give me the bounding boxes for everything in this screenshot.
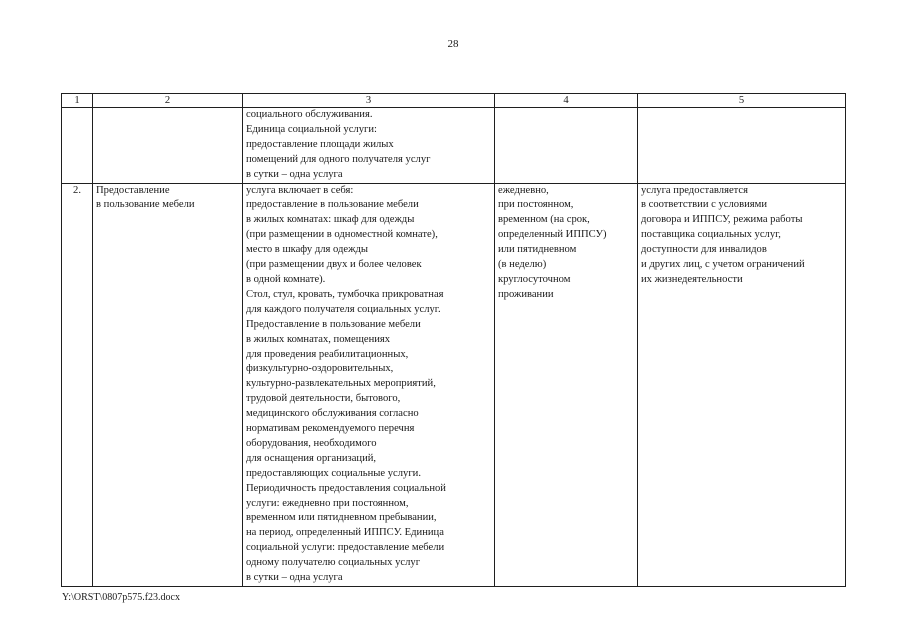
table-row bbox=[62, 108, 846, 184]
text-line: одному получателю социальных услуг bbox=[246, 557, 421, 569]
row-number-cell: 2. bbox=[62, 183, 93, 586]
text-line: (в неделю) bbox=[498, 259, 547, 271]
table-body bbox=[62, 108, 846, 587]
text-line: проживании bbox=[498, 288, 554, 300]
text-line: определенный ИППСУ) bbox=[498, 229, 607, 241]
text-line: и других лиц, с учетом ограничений bbox=[641, 259, 805, 271]
text-line: Предоставление в пользование мебели bbox=[246, 318, 421, 330]
column-header-4: 4 bbox=[495, 94, 638, 108]
text-line: услуга включает в себя: bbox=[246, 184, 354, 196]
text-line: или пятидневном bbox=[498, 244, 577, 256]
text-line: Периодичность предоставления социальной bbox=[246, 482, 446, 494]
text-line: при постоянном, bbox=[498, 199, 574, 211]
text-line: услуга предоставляется bbox=[641, 184, 748, 196]
text-line: договора и ИППСУ, режима работы bbox=[641, 214, 803, 226]
text-line: Предоставление bbox=[96, 184, 170, 196]
conditions-cell bbox=[638, 108, 846, 184]
text-line: Единица социальной услуги: bbox=[246, 123, 377, 135]
text-line: для проведения реабилитационных, bbox=[246, 348, 409, 360]
service-name-cell bbox=[93, 108, 243, 184]
text-line: в сутки – одна услуга bbox=[246, 168, 343, 180]
header-row bbox=[62, 94, 846, 108]
text-line: предоставляющих социальные услуги. bbox=[246, 467, 421, 479]
service-content-cell bbox=[243, 108, 495, 184]
text-line: Стол, стул, кровать, тумбочка прикроватная bbox=[246, 288, 444, 300]
text-line: ежедневно, bbox=[498, 184, 549, 196]
text-line: физкультурно-оздоровительных, bbox=[246, 363, 394, 375]
file-path-footer: Y:\ORST\0807p575.f23.docx bbox=[62, 592, 180, 603]
text-line: временном (на срок, bbox=[498, 214, 590, 226]
text-line: в одной комнате). bbox=[246, 273, 326, 285]
column-header-3: 3 bbox=[243, 94, 495, 108]
service-name-cell bbox=[93, 183, 243, 586]
text-line: нормативам рекомендуемого перечня bbox=[246, 423, 415, 435]
frequency-cell bbox=[495, 108, 638, 184]
text-line: в жилых комнатах: шкаф для одежды bbox=[246, 214, 415, 226]
text-line: (при размещении двух и более человек bbox=[246, 259, 422, 271]
text-line: в соответствии с условиями bbox=[641, 199, 768, 211]
text-line: место в шкафу для одежды bbox=[246, 244, 368, 256]
text-line: услуги: ежедневно при постоянном, bbox=[246, 497, 409, 509]
table-row bbox=[62, 183, 846, 586]
text-line: социальной услуги: предоставление мебели bbox=[246, 542, 445, 554]
text-line: доступности для инвалидов bbox=[641, 244, 767, 256]
row-number-cell bbox=[62, 108, 93, 184]
text-line: (при размещении в одноместной комнате), bbox=[246, 229, 438, 241]
text-line: в пользование мебели bbox=[96, 199, 195, 211]
frequency-cell bbox=[495, 183, 638, 586]
text-line: оборудования, необходимого bbox=[246, 437, 377, 449]
conditions-cell bbox=[638, 183, 846, 586]
text-line: поставщика социальных услуг, bbox=[641, 229, 781, 241]
column-header-5: 5 bbox=[638, 94, 846, 108]
text-line: в жилых комнатах, помещениях bbox=[246, 333, 391, 345]
services-table bbox=[61, 93, 846, 587]
text-line: предоставление в пользование мебели bbox=[246, 199, 419, 211]
text-line: для каждого получателя социальных услуг. bbox=[246, 303, 441, 315]
text-line: временном или пятидневном пребывании, bbox=[246, 512, 437, 524]
column-header-2: 2 bbox=[93, 94, 243, 108]
text-line: медицинского обслуживания согласно bbox=[246, 408, 419, 420]
text-line: предоставление площади жилых bbox=[246, 138, 394, 150]
text-line: на период, определенный ИППСУ. Единица bbox=[246, 527, 444, 539]
text-line: социального обслуживания. bbox=[246, 109, 373, 120]
page-number: 28 bbox=[447, 38, 459, 50]
text-line: для оснащения организаций, bbox=[246, 452, 377, 464]
text-line: помещений для одного получателя услуг bbox=[246, 153, 431, 165]
text-line: в сутки – одна услуга bbox=[246, 572, 343, 584]
service-content-cell bbox=[243, 183, 495, 586]
text-line: трудовой деятельности, бытового, bbox=[246, 393, 401, 405]
text-line: круглосуточном bbox=[498, 273, 571, 285]
text-line: их жизнедеятельности bbox=[641, 273, 743, 285]
text-line: культурно-развлекательных мероприятий, bbox=[246, 378, 436, 390]
column-header-1: 1 bbox=[62, 94, 93, 108]
